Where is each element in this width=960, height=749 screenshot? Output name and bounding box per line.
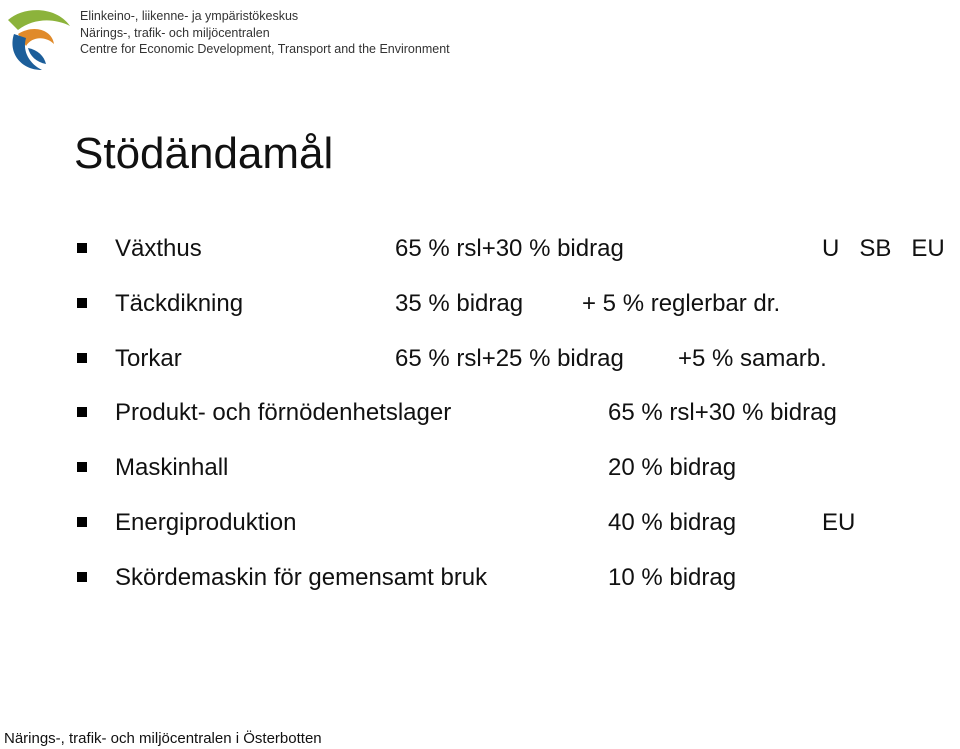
item-extra: +5 % samarb. bbox=[678, 345, 827, 372]
item-name: Växthus bbox=[115, 235, 202, 262]
organization-name bbox=[80, 8, 450, 58]
bullet-icon bbox=[77, 407, 87, 417]
list-item-torkar bbox=[0, 343, 960, 375]
org-name-swedish: Närings-, trafik- och miljöcentralen bbox=[80, 25, 270, 40]
item-name: Maskinhall bbox=[115, 454, 229, 481]
item-support: 65 % rsl+30 % bidrag bbox=[395, 235, 624, 262]
item-funding: EU bbox=[822, 509, 856, 536]
item-name: Produkt- och förnödenhetslager bbox=[115, 399, 452, 426]
bullet-icon bbox=[77, 353, 87, 363]
item-support: 20 % bidrag bbox=[608, 454, 737, 481]
item-support: 65 % rsl+30 % bidrag bbox=[608, 399, 837, 426]
list-item-lager bbox=[0, 397, 960, 429]
bullet-icon bbox=[77, 243, 87, 253]
footer-text: Närings-, trafik- och miljöcentralen i Österbotten bbox=[4, 730, 322, 747]
item-name: Energiproduktion bbox=[115, 509, 297, 536]
item-support: 10 % bidrag bbox=[608, 564, 737, 591]
item-support: 40 % bidrag bbox=[608, 509, 737, 536]
list-item-energiproduktion bbox=[0, 507, 960, 539]
item-support: 65 % rsl+25 % bidrag bbox=[395, 345, 624, 372]
org-name-finnish: Elinkeino-, liikenne- ja ympäristökeskus bbox=[80, 9, 299, 23]
item-name: Torkar bbox=[115, 345, 182, 372]
item-support: 35 % bidrag bbox=[395, 290, 524, 317]
bullet-icon bbox=[77, 462, 87, 472]
item-name: Täckdikning bbox=[115, 290, 244, 317]
logo-green-leaf bbox=[8, 10, 70, 30]
list-item-tackdikning bbox=[0, 288, 960, 320]
item-extra: + 5 % reglerbar dr. bbox=[582, 290, 781, 317]
item-funding: U SB EU bbox=[822, 235, 945, 262]
bullet-icon bbox=[77, 517, 87, 527]
item-name: Skördemaskin för gemensamt bruk bbox=[115, 564, 488, 591]
list-item-skordemaskin bbox=[0, 562, 960, 594]
ely-logo bbox=[4, 4, 74, 72]
slide-title: Stödändamål bbox=[74, 129, 334, 178]
list-item-maskinhall bbox=[0, 452, 960, 484]
org-name-english: Centre for Economic Development, Transport and the Environment bbox=[80, 42, 450, 56]
bullet-icon bbox=[77, 298, 87, 308]
list-item-vaxthus bbox=[0, 233, 960, 265]
bullet-icon bbox=[77, 572, 87, 582]
